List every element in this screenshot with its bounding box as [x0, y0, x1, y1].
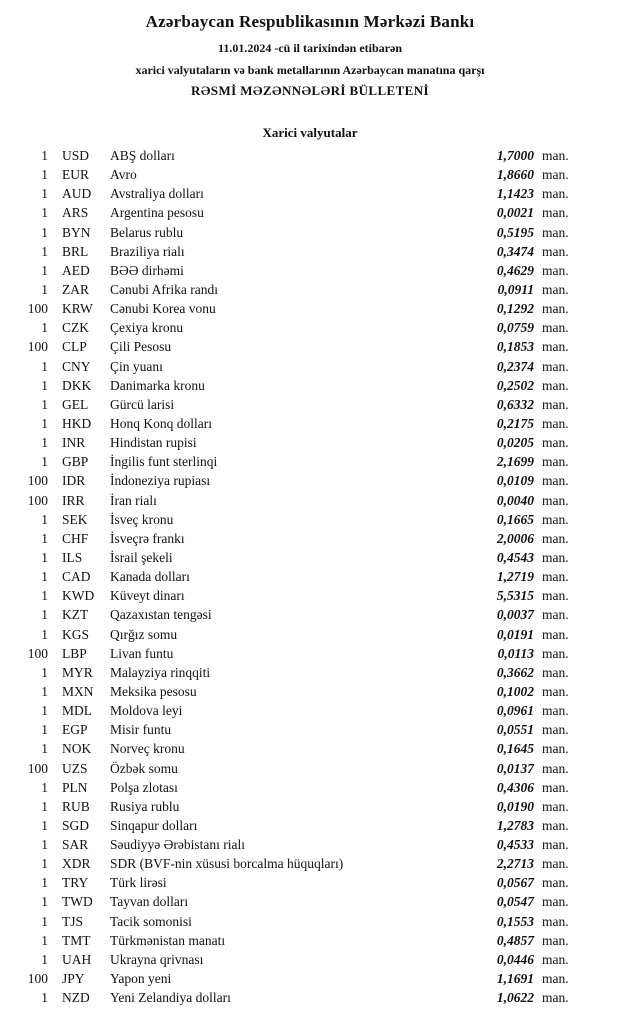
row-code: CAD	[62, 569, 91, 585]
row-code: ILS	[62, 549, 83, 565]
row-qty: 1	[41, 990, 48, 1006]
table-row	[0, 931, 620, 950]
row-unit: man.	[542, 473, 569, 489]
row-qty: 100	[27, 760, 48, 776]
row-rate: 2,1699	[496, 454, 534, 470]
row-code: BRL	[62, 243, 89, 259]
row-name: İndoneziya rupiası	[110, 473, 211, 489]
row-name: İsveçrə frankı	[110, 530, 185, 546]
table-row	[0, 203, 620, 222]
row-unit: man.	[542, 760, 569, 776]
row-rate: 0,0191	[496, 626, 534, 642]
row-rate: 2,2713	[496, 856, 534, 872]
row-qty: 1	[41, 894, 48, 910]
row-qty: 1	[41, 396, 48, 412]
row-rate: 0,1665	[496, 511, 534, 527]
row-qty: 1	[41, 798, 48, 814]
row-code: NZD	[62, 990, 90, 1006]
row-rate: 0,3474	[496, 243, 534, 259]
row-unit: man.	[542, 990, 569, 1006]
table-row	[0, 299, 620, 318]
table-row	[0, 414, 620, 433]
row-code: UAH	[62, 951, 92, 967]
row-qty: 1	[41, 148, 48, 163]
row-qty: 1	[41, 281, 48, 297]
row-code: EGP	[62, 722, 88, 738]
row-rate: 0,0137	[496, 760, 534, 776]
row-unit: man.	[542, 971, 569, 987]
row-name: Çin yuanı	[110, 358, 163, 374]
row-code: GEL	[62, 396, 89, 412]
row-rate: 0,0567	[496, 875, 534, 891]
table-row	[0, 912, 620, 931]
row-name: Misir funtu	[110, 722, 172, 738]
row-code: BYN	[62, 224, 91, 240]
table-row	[0, 969, 620, 988]
row-code: AUD	[62, 186, 92, 202]
row-name: Malayziya rinqqiti	[110, 664, 211, 680]
row-name: Norveç kronu	[110, 741, 185, 757]
row-code: IRR	[62, 492, 85, 508]
row-qty: 1	[41, 913, 48, 929]
row-unit: man.	[542, 243, 569, 259]
row-qty: 1	[41, 607, 48, 623]
row-rate: 0,0190	[496, 798, 534, 814]
table-row	[0, 816, 620, 835]
row-code: IDR	[62, 473, 86, 489]
table-row	[0, 337, 620, 356]
row-rate: 0,0759	[496, 320, 534, 336]
row-name: İsveç kronu	[110, 511, 174, 527]
row-rate: 0,1853	[496, 339, 534, 355]
table-row	[0, 261, 620, 280]
table-row	[0, 242, 620, 261]
row-name: Avro	[110, 167, 137, 183]
row-code: TWD	[62, 894, 93, 910]
row-unit: man.	[542, 837, 569, 853]
effective-date: 11.01.2024 -cü il tarixindən etibarən	[218, 41, 402, 55]
table-row	[0, 529, 620, 548]
table-row	[0, 605, 620, 624]
row-unit: man.	[542, 664, 569, 680]
table-row	[0, 280, 620, 299]
row-name: Danimarka kronu	[110, 377, 205, 393]
row-qty: 100	[27, 971, 48, 987]
row-unit: man.	[542, 492, 569, 508]
row-qty: 100	[27, 301, 48, 317]
row-rate: 0,1645	[496, 741, 534, 757]
row-name: Çexiya kronu	[110, 320, 184, 336]
row-rate: 1,1691	[496, 971, 534, 987]
row-qty: 1	[41, 722, 48, 738]
row-rate: 0,0547	[496, 894, 534, 910]
row-qty: 100	[27, 339, 48, 355]
row-name: Tacik somonisi	[110, 913, 192, 929]
row-name: Moldova leyi	[110, 703, 183, 719]
row-name: Honq Konq dolları	[110, 415, 212, 431]
row-name: Belarus rublu	[110, 224, 184, 240]
row-code: CLP	[62, 339, 87, 355]
row-unit: man.	[542, 722, 569, 738]
row-rate: 0,0446	[496, 951, 534, 967]
row-qty: 100	[27, 645, 48, 661]
document-header	[0, 12, 620, 99]
table-row	[0, 988, 620, 1007]
row-name: Avstraliya dolları	[110, 186, 204, 202]
table-row	[0, 778, 620, 797]
row-code: GBP	[62, 454, 89, 470]
table-row	[0, 644, 620, 663]
row-unit: man.	[542, 588, 569, 604]
row-rate: 0,4306	[496, 779, 534, 795]
row-unit: man.	[542, 798, 569, 814]
bank-title: Azərbaycan Respublikasının Mərkəzi Bankı	[145, 12, 475, 31]
row-unit: man.	[542, 281, 569, 297]
row-unit: man.	[542, 913, 569, 929]
table-row	[0, 625, 620, 644]
row-rate: 1,7000	[496, 148, 534, 163]
row-name: Rusiya rublu	[110, 798, 180, 814]
row-qty: 1	[41, 511, 48, 527]
row-unit: man.	[542, 530, 569, 546]
row-qty: 1	[41, 377, 48, 393]
row-name: Gürcü larisi	[110, 396, 175, 412]
table-row	[0, 854, 620, 873]
row-code: JPY	[62, 971, 85, 987]
row-name: Türkmənistan manatı	[110, 932, 226, 948]
row-rate: 0,6332	[496, 396, 534, 412]
row-code: SAR	[62, 837, 89, 853]
row-name: Kanada dolları	[110, 569, 190, 585]
row-unit: man.	[542, 645, 569, 661]
row-name: İsrail şekeli	[110, 549, 173, 565]
row-rate: 0,0037	[496, 607, 534, 623]
row-name: Çili Pesosu	[110, 339, 172, 355]
row-unit: man.	[542, 454, 569, 470]
bulletin-title: RƏSMİ MƏZƏNNƏLƏRİ BÜLLETENİ	[191, 83, 429, 98]
row-qty: 1	[41, 530, 48, 546]
table-row	[0, 950, 620, 969]
row-qty: 1	[41, 683, 48, 699]
row-name: BƏƏ dirhəmi	[110, 262, 184, 278]
row-code: XDR	[62, 856, 91, 872]
table-row	[0, 892, 620, 911]
row-qty: 1	[41, 626, 48, 642]
row-rate: 1,2783	[496, 817, 534, 833]
table-row	[0, 223, 620, 242]
row-unit: man.	[542, 779, 569, 795]
row-code: RUB	[62, 798, 90, 814]
row-qty: 1	[41, 741, 48, 757]
row-name: Polşa zlotası	[110, 779, 178, 795]
table-row	[0, 759, 620, 778]
row-name: Cənubi Korea vonu	[110, 301, 216, 317]
row-rate: 0,0551	[496, 722, 534, 738]
row-name: Ukrayna qrivnası	[110, 951, 204, 967]
table-row	[0, 873, 620, 892]
row-name: Yapon yeni	[110, 971, 172, 987]
row-code: ZAR	[62, 281, 89, 297]
row-code: UZS	[62, 760, 88, 776]
table-row	[0, 701, 620, 720]
row-rate: 0,0961	[496, 703, 534, 719]
row-name: Argentina pesosu	[110, 205, 204, 221]
table-row	[0, 395, 620, 414]
row-rate: 1,8660	[496, 167, 534, 183]
table-row	[0, 452, 620, 471]
row-name: Küveyt dinarı	[110, 588, 185, 604]
table-row	[0, 471, 620, 490]
row-rate: 5,5315	[496, 588, 534, 604]
row-qty: 1	[41, 932, 48, 948]
row-code: SEK	[62, 511, 88, 527]
table-row	[0, 797, 620, 816]
row-rate: 0,1553	[496, 913, 534, 929]
row-rate: 0,0113	[497, 645, 534, 661]
row-unit: man.	[542, 262, 569, 278]
row-rate: 0,0021	[496, 205, 534, 221]
row-name: Səudiyyə Ərəbistanı rialı	[110, 837, 245, 853]
row-rate: 0,4533	[496, 837, 534, 853]
row-qty: 1	[41, 186, 48, 202]
row-qty: 1	[41, 435, 48, 451]
row-rate: 0,0109	[496, 473, 534, 489]
row-code: MXN	[62, 683, 94, 699]
row-code: DKK	[62, 377, 92, 393]
row-qty: 1	[41, 664, 48, 680]
row-name: Hindistan rupisi	[110, 435, 197, 451]
row-qty: 100	[27, 492, 48, 508]
row-qty: 1	[41, 549, 48, 565]
row-unit: man.	[542, 703, 569, 719]
row-name: Sinqapur dolları	[110, 817, 198, 833]
row-unit: man.	[542, 339, 569, 355]
row-qty: 1	[41, 856, 48, 872]
row-code: MDL	[62, 703, 92, 719]
row-unit: man.	[542, 894, 569, 910]
row-unit: man.	[542, 741, 569, 757]
row-qty: 1	[41, 262, 48, 278]
row-code: KRW	[62, 301, 93, 317]
row-unit: man.	[542, 377, 569, 393]
row-code: KGS	[62, 626, 90, 642]
section-title-foreign-currencies: Xarici valyutalar	[262, 125, 358, 140]
table-row	[0, 682, 620, 701]
row-qty: 1	[41, 837, 48, 853]
row-unit: man.	[542, 358, 569, 374]
row-qty: 1	[41, 358, 48, 374]
table-row	[0, 357, 620, 376]
row-code: NOK	[62, 741, 92, 757]
row-qty: 1	[41, 205, 48, 221]
row-name: Cənubi Afrika randı	[110, 281, 218, 297]
table-row	[0, 720, 620, 739]
row-name: Qırğız somu	[110, 626, 178, 642]
row-unit: man.	[542, 415, 569, 431]
row-qty: 1	[41, 415, 48, 431]
row-qty: 1	[41, 243, 48, 259]
row-code: AED	[62, 262, 90, 278]
document-subtitle: xarici valyutaların və bank metallarının Azərbaycan manatına qarşı	[135, 63, 485, 77]
row-qty: 1	[41, 703, 48, 719]
row-name: ABŞ dolları	[110, 148, 175, 163]
row-name: İran rialı	[110, 492, 157, 508]
row-unit: man.	[542, 167, 569, 183]
table-row	[0, 165, 620, 184]
row-unit: man.	[542, 224, 569, 240]
table-row	[0, 835, 620, 854]
row-code: PLN	[62, 779, 88, 795]
row-code: HKD	[62, 415, 92, 431]
row-qty: 1	[41, 951, 48, 967]
row-unit: man.	[542, 607, 569, 623]
row-qty: 1	[41, 224, 48, 240]
row-code: ARS	[62, 205, 89, 221]
row-rate: 0,4543	[496, 549, 534, 565]
row-qty: 1	[41, 320, 48, 336]
table-row	[0, 739, 620, 758]
table-row	[0, 433, 620, 452]
row-qty: 1	[41, 167, 48, 183]
row-code: INR	[62, 435, 86, 451]
row-code: TJS	[62, 913, 84, 929]
row-rate: 0,3662	[496, 664, 534, 680]
row-unit: man.	[542, 932, 569, 948]
row-name: Meksika pesosu	[110, 683, 197, 699]
row-unit: man.	[542, 435, 569, 451]
row-name: Türk lirəsi	[110, 875, 167, 891]
row-unit: man.	[542, 875, 569, 891]
row-unit: man.	[542, 511, 569, 527]
row-unit: man.	[542, 205, 569, 221]
row-unit: man.	[542, 951, 569, 967]
row-unit: man.	[542, 683, 569, 699]
row-code: EUR	[62, 167, 89, 183]
row-name: İngilis funt sterlinqi	[110, 454, 218, 470]
row-name: Qazaxıstan tengəsi	[110, 607, 212, 623]
row-unit: man.	[542, 626, 569, 642]
table-row	[0, 184, 620, 203]
row-unit: man.	[542, 549, 569, 565]
row-rate: 2,0006	[496, 530, 534, 546]
row-unit: man.	[542, 148, 569, 163]
row-rate: 0,4857	[496, 932, 534, 948]
row-unit: man.	[542, 396, 569, 412]
row-rate: 0,1002	[496, 683, 534, 699]
row-code: USD	[62, 148, 90, 163]
row-rate: 1,2719	[496, 569, 534, 585]
row-qty: 1	[41, 779, 48, 795]
row-rate: 0,1292	[496, 301, 534, 317]
rates-table-body	[0, 146, 620, 1007]
row-rate: 0,2502	[496, 377, 534, 393]
row-unit: man.	[542, 301, 569, 317]
row-code: KZT	[62, 607, 89, 623]
table-row	[0, 491, 620, 510]
row-name: Yeni Zelandiya dolları	[110, 990, 231, 1006]
row-unit: man.	[542, 186, 569, 202]
row-name: Özbək somu	[110, 760, 178, 776]
row-rate: 0,0205	[496, 435, 534, 451]
row-qty: 1	[41, 454, 48, 470]
row-qty: 1	[41, 569, 48, 585]
row-unit: man.	[542, 320, 569, 336]
table-row	[0, 567, 620, 586]
table-row	[0, 586, 620, 605]
row-qty: 1	[41, 588, 48, 604]
row-code: KWD	[62, 588, 95, 604]
row-unit: man.	[542, 856, 569, 872]
row-rate: 1,1423	[496, 186, 534, 202]
table-row	[0, 146, 620, 165]
row-code: CHF	[62, 530, 89, 546]
row-code: TMT	[62, 932, 91, 948]
table-row	[0, 663, 620, 682]
row-code: SGD	[62, 817, 90, 833]
row-name: SDR (BVF-nin xüsusi borcalma hüquqları)	[110, 856, 344, 872]
row-rate: 0,0911	[497, 281, 534, 297]
row-qty: 100	[27, 473, 48, 489]
row-name: Braziliya rialı	[110, 243, 185, 259]
row-name: Tayvan dolları	[110, 894, 189, 910]
row-name: Livan funtu	[110, 645, 174, 661]
row-code: TRY	[62, 875, 89, 891]
row-rate: 0,4629	[496, 262, 534, 278]
row-rate: 0,2175	[496, 415, 534, 431]
row-code: MYR	[62, 664, 93, 680]
row-qty: 1	[41, 817, 48, 833]
row-code: CZK	[62, 320, 89, 336]
row-rate: 0,2374	[496, 358, 534, 374]
table-row	[0, 318, 620, 337]
row-rate: 0,5195	[496, 224, 534, 240]
row-unit: man.	[542, 817, 569, 833]
row-qty: 1	[41, 875, 48, 891]
table-row	[0, 376, 620, 395]
row-rate: 0,0040	[496, 492, 534, 508]
row-code: CNY	[62, 358, 91, 374]
row-unit: man.	[542, 569, 569, 585]
table-row	[0, 510, 620, 529]
row-code: LBP	[62, 645, 87, 661]
table-row	[0, 548, 620, 567]
row-rate: 1,0622	[496, 990, 534, 1006]
